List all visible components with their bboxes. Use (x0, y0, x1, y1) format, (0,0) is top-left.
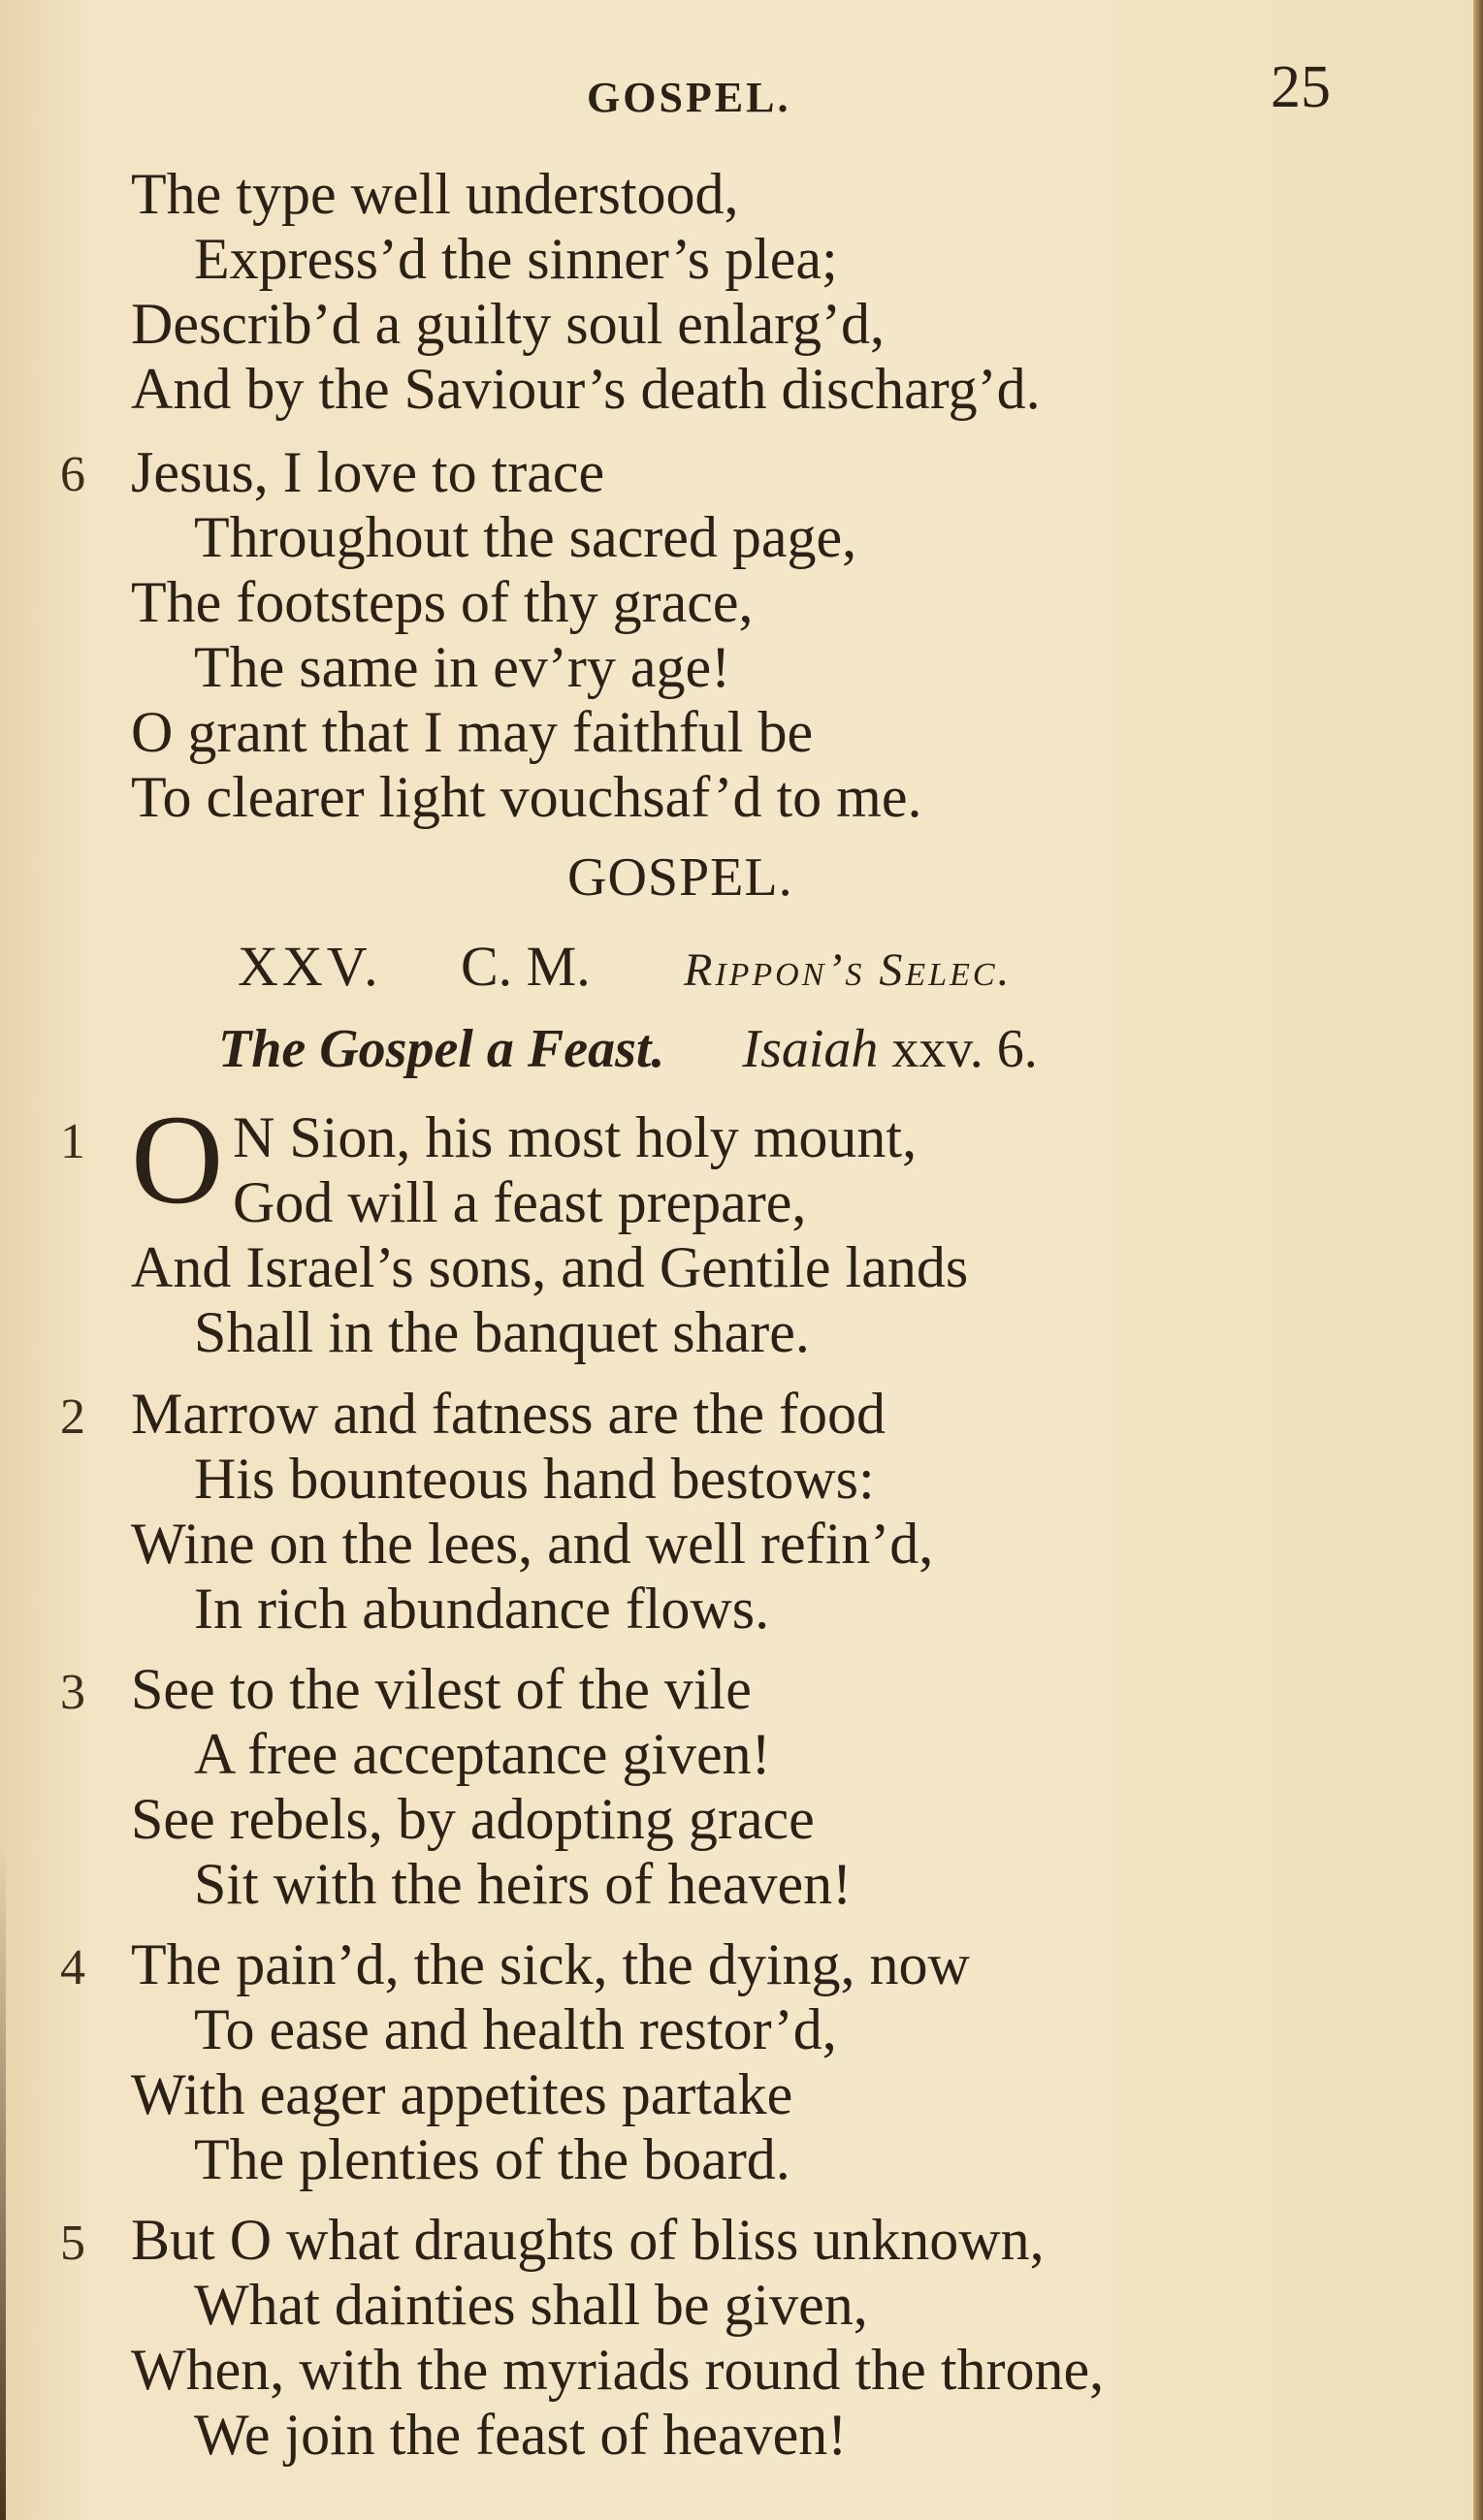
verse-line: N Sion, his most holy mount, (233, 1105, 918, 1169)
scripture-reference: xxv. 6. (891, 1019, 1038, 1079)
page-edge-shadow (1473, 0, 1483, 2520)
running-head: GOSPEL. (587, 74, 791, 121)
verse-line: But O what draughts of bliss unknown, (131, 2208, 1045, 2272)
verse-line: Jesus, I love to trace (131, 440, 605, 504)
verse-line: The footsteps of thy grace, (131, 570, 754, 634)
hymn-number: XXV. (238, 935, 382, 998)
verse-line: The plenties of the board. (194, 2127, 790, 2191)
verse-line: And by the Saviour’s death discharg’d. (131, 357, 1041, 421)
verse-line: The same in ev’ry age! (194, 635, 731, 699)
verse-line: See rebels, by adopting grace (131, 1787, 815, 1851)
stanza-number: 5 (60, 2216, 85, 2271)
verse-line: God will a feast prepare, (233, 1170, 807, 1234)
verse-line: Wine on the lees, and well refin’d, (131, 1512, 934, 1576)
verse-line: Throughout the sacred page, (194, 505, 857, 569)
stanza-number: 2 (60, 1389, 85, 1445)
verse-line: In rich abundance flows. (194, 1577, 770, 1641)
stanza-number: 3 (60, 1665, 85, 1720)
verse-line: When, with the myriads round the throne, (131, 2338, 1105, 2402)
verse-line: With eager appetites partake (131, 2062, 793, 2126)
verse-line: Shall in the banquet share. (194, 1300, 810, 1364)
stanza-number: 6 (60, 447, 85, 502)
stanza-number: 4 (60, 1940, 85, 1995)
hymn-title: The Gospel a Feast. (218, 1019, 665, 1079)
verse-line: O grant that I may faithful be (131, 700, 814, 764)
verse-line: His bounteous hand bestows: (194, 1447, 875, 1511)
hymn-meter: C. M. (461, 935, 591, 998)
verse-line: A free acceptance given! (194, 1722, 771, 1786)
drop-capital: O (131, 1088, 224, 1230)
verse-line: The type well understood, (131, 162, 739, 226)
scripture-book: Isaiah (742, 1019, 879, 1079)
binding-shadow (0, 1842, 6, 2520)
hymn-heading (238, 934, 1013, 999)
verse-line: Sit with the heirs of heaven! (194, 1852, 853, 1916)
stanza-number: 1 (60, 1114, 85, 1169)
section-title: GOSPEL. (567, 847, 793, 908)
verse-line: And Israel’s sons, and Gentile lands (131, 1235, 969, 1299)
verse-line: What dainties shall be given, (194, 2273, 868, 2337)
hymn-subtitle (218, 1018, 1038, 1080)
verse-line: We join the feast of heaven! (194, 2403, 848, 2467)
page-number: 25 (1271, 54, 1331, 120)
verse-line: To clearer light vouchsaf’d to me. (131, 765, 922, 829)
verse-line: Express’d the sinner’s plea; (194, 227, 838, 291)
verse-line: The pain’d, the sick, the dying, now (131, 1932, 970, 1996)
verse-line: Describ’d a guilty soul enlarg’d, (131, 292, 886, 356)
verse-line: See to the vilest of the vile (131, 1657, 752, 1721)
verse-line: Marrow and fatness are the food (131, 1382, 887, 1446)
page-header (0, 53, 1483, 121)
hymn-source: Rippon’s Selec. (684, 944, 1013, 996)
verse-line: To ease and health restor’d, (194, 1997, 837, 2061)
